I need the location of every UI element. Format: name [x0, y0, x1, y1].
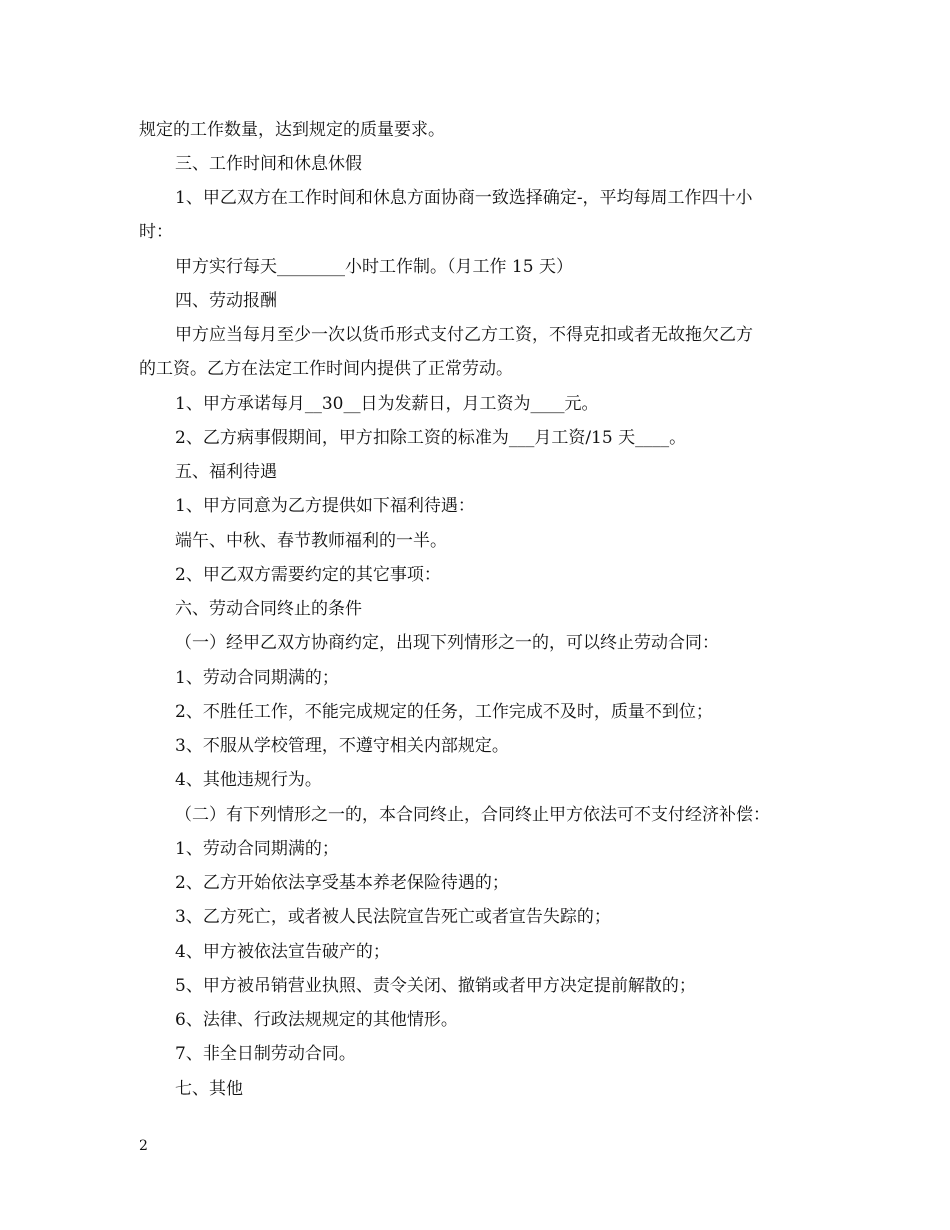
paragraph-line: 规定的工作数量，达到规定的质量要求。 [139, 120, 445, 140]
paragraph-line: 2、乙方病事假期间，甲方扣除工资的标准为___月工资/15 天____。 [175, 428, 687, 448]
list-item: 1、劳动合同期满的； [175, 668, 339, 688]
list-item: 5、甲方被吊销营业执照、责令关闭、撤销或者甲方决定提前解散的； [175, 976, 696, 996]
paragraph-line: 端午、中秋、春节教师福利的一半。 [175, 531, 447, 551]
paragraph-line: 1、甲方承诺每月__30__日为发薪日，月工资为____元。 [175, 394, 599, 414]
paragraph-line: （二）有下列情形之一的，本合同终止，合同终止甲方依法可不支付经济补偿： [175, 805, 770, 825]
list-item: 3、乙方死亡，或者被人民法院宣告死亡或者宣告失踪的； [175, 907, 611, 927]
list-item: 4、甲方被依法宣告破产的； [175, 942, 390, 962]
paragraph-line: 1、甲乙双方在工作时间和休息方面协商一致选择确定-，平均每周工作四十小 [175, 188, 753, 208]
list-item: 4、其他违规行为。 [175, 770, 322, 790]
section-heading: 三、工作时间和休息休假 [175, 154, 362, 174]
page-number: 2 [139, 1138, 148, 1154]
paragraph-line: 的工资。乙方在法定工作时间内提供了正常劳动。 [139, 359, 513, 379]
paragraph-line: 1、甲方同意为乙方提供如下福利待遇： [175, 496, 475, 516]
list-item: 2、乙方开始依法享受基本养老保险待遇的； [175, 873, 509, 893]
section-heading: 六、劳动合同终止的条件 [175, 599, 362, 619]
paragraph-line: 2、甲乙双方需要约定的其它事项： [175, 565, 441, 585]
paragraph-line: 甲方实行每天________小时工作制。（月工作 15 天） [175, 257, 573, 277]
paragraph-line: 甲方应当每月至少一次以货币形式支付乙方工资，不得克扣或者无故拖欠乙方 [175, 325, 753, 345]
list-item: 1、劳动合同期满的； [175, 839, 339, 859]
list-item: 2、不胜任工作，不能完成规定的任务，工作完成不及时，质量不到位； [175, 702, 713, 722]
section-heading: 七、其他 [175, 1079, 243, 1099]
paragraph-line: 时： [139, 222, 173, 242]
list-item: 3、不服从学校管理，不遵守相关内部规定。 [175, 736, 509, 756]
list-item: 6、法律、行政法规规定的其他情形。 [175, 1010, 458, 1030]
section-heading: 五、福利待遇 [175, 462, 277, 482]
section-heading: 四、劳动报酬 [175, 291, 277, 311]
paragraph-line: （一）经甲乙双方协商约定，出现下列情形之一的，可以终止劳动合同： [175, 633, 719, 653]
list-item: 7、非全日制劳动合同。 [175, 1044, 356, 1064]
